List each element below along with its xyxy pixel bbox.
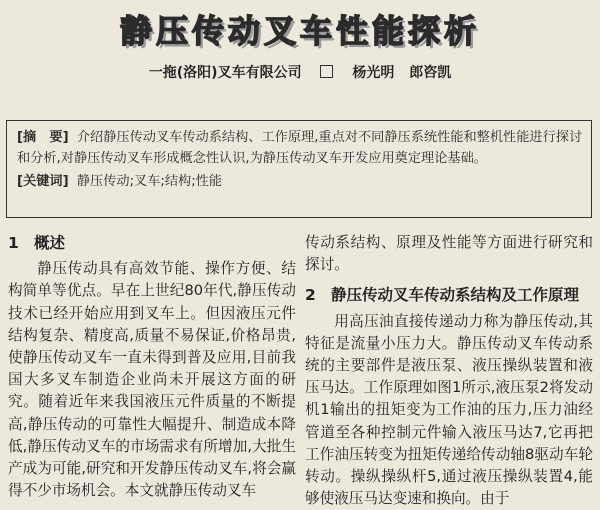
- section-1-paragraph: 静压传动具有高效节能、操作方便、结构简单等优点。早在上世纪80年代,静压传动技术已经开始应用到叉车上。但因液压元件结构复杂、精度高,质量不易保证,价格昂贵,使静压传动叉车一直未得到普及应用,目前我国大多叉车制造企业尚未开展这方面的研究。随着近年来我国液压元件质量的不断提高,静压传动的可靠性大幅提升、制造成本降低,静压传动叉车的市场需求有所增加,大批生产成为可能,研究和开发静压传动叉车,将会赢得不少市场机会。本文就静压传动叉车: [8, 260, 296, 500]
- corner-mark-icon: [6, 120, 13, 127]
- section-1-number: 1: [8, 234, 19, 252]
- keywords-line: [17, 171, 585, 192]
- abstract-content: [17, 127, 585, 192]
- author-line: [0, 62, 600, 82]
- affiliation: 一拖(洛阳)叉车有限公司: [148, 65, 302, 81]
- abstract-box: [6, 120, 592, 218]
- separator-box-icon: [320, 65, 333, 78]
- section-2-number: 2: [305, 286, 316, 305]
- keywords-label: [关键词]: [17, 174, 69, 189]
- title-area: [0, 6, 600, 52]
- section-1-title: 概述: [34, 234, 66, 252]
- continued-paragraph: 传动系结构、原理及性能等方面进行研究和探讨。: [305, 234, 593, 274]
- keywords-text: 静压传动;叉车;结构;性能: [76, 174, 223, 189]
- abstract-text: 介绍静压传动叉车传动系结构、工作原理,重点对不同静压系统性能和整机性能进行探讨和分析,对静压传动叉车形成概念性认识,为静压传动叉车开发应用奠定理论基础。: [17, 130, 583, 166]
- section-1-heading: [8, 232, 296, 254]
- left-column: [8, 232, 296, 502]
- author-2: 郎咨凯: [409, 65, 452, 81]
- paper-title: 静压传动叉车性能探析: [119, 12, 480, 50]
- author-1: 杨光明: [352, 65, 395, 81]
- abstract-label: [摘 要]: [17, 130, 69, 145]
- section-2-paragraph: 用高压油直接传递动力称为静压传动,其特征是流量小压力大。静压传动叉车传动系统的主要部件是液压泵、液压操纵装置和液压马达。工作原理如图1所示,液压泵2将发动机1输出的扭矩变为工作油的压力,压力油经管道至各种控制元件输入液压马达7,它再把工作油压转变为扭矩传递给传动轴8驱动车轮转动。操纵操纵杆5,通过液压操纵装置4,能够使液压马达变速和换向。由于: [305, 312, 593, 508]
- section-2-title: 静压传动叉车传动系结构及工作原理: [331, 286, 580, 305]
- right-column: [305, 232, 593, 510]
- section-2-heading: [305, 284, 593, 306]
- abstract-paragraph: [17, 127, 585, 169]
